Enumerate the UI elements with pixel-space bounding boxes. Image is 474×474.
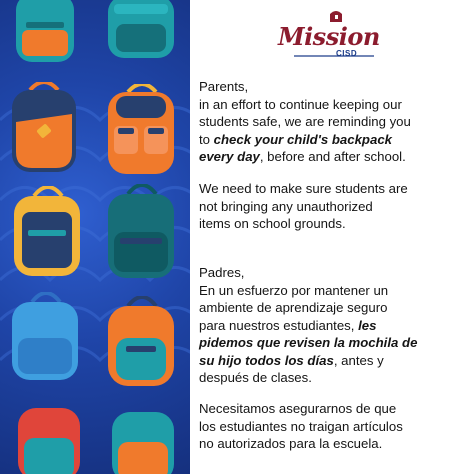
spanish-line: los estudiantes no traigan artículos (199, 418, 403, 434)
spanish-line: su hijo todos los días, antes y (199, 352, 384, 368)
spanish-line: después de clases. (199, 370, 312, 385)
english-message (199, 78, 469, 166)
english-line: items on school grounds. (199, 216, 346, 231)
english-line: to check your child's backpack (199, 131, 392, 147)
spanish-paragraph-2 (199, 400, 469, 453)
english-line: every day, before and after school. (199, 149, 406, 164)
backpack-icon (104, 0, 178, 62)
backpack-icon (104, 296, 178, 388)
emphasis-text: check your child's backpack (213, 131, 392, 147)
spanish-line: ambiente de aprendizaje seguro (199, 300, 388, 315)
backpack-icon (104, 184, 178, 280)
backpack-icon (8, 82, 80, 174)
mission-cisd-logo (278, 8, 388, 64)
backpack-icon (10, 186, 84, 278)
spanish-line: no autorizados para la escuela. (199, 436, 383, 451)
backpack-icon (104, 84, 178, 176)
emphasis-text: every day (199, 149, 260, 164)
spanish-message (199, 264, 469, 387)
backpack-icon (108, 404, 178, 474)
english-line: in an effort to continue keeping our (199, 96, 402, 112)
english-salutation: Parents, (199, 79, 249, 94)
backpack-illustration-panel (0, 0, 190, 474)
logo-subtext: CISD (336, 49, 358, 58)
spanish-salutation: Padres, (199, 265, 245, 280)
spanish-line: para nuestros estudiantes, les (199, 317, 377, 333)
spanish-line: En un esfuerzo por mantener un (199, 282, 389, 298)
english-line: students safe, we are reminding you (199, 114, 411, 129)
spanish-line (199, 334, 469, 352)
emphasis-text: les (358, 317, 377, 333)
emphasis-text: pidemos que revisen la mochila de (199, 335, 418, 350)
english-paragraph-2 (199, 180, 469, 233)
english-line: We need to make sure students are (199, 181, 408, 196)
backpack-icon (14, 398, 84, 474)
english-line: not bringing any unauthorized (199, 198, 373, 214)
backpack-icon (10, 0, 80, 66)
spanish-line: Necesitamos asegurarnos de que (199, 401, 397, 416)
emphasis-text: su hijo todos los días (199, 352, 334, 368)
logo-wordmark: Mission (278, 22, 380, 51)
backpack-icon (8, 292, 82, 382)
